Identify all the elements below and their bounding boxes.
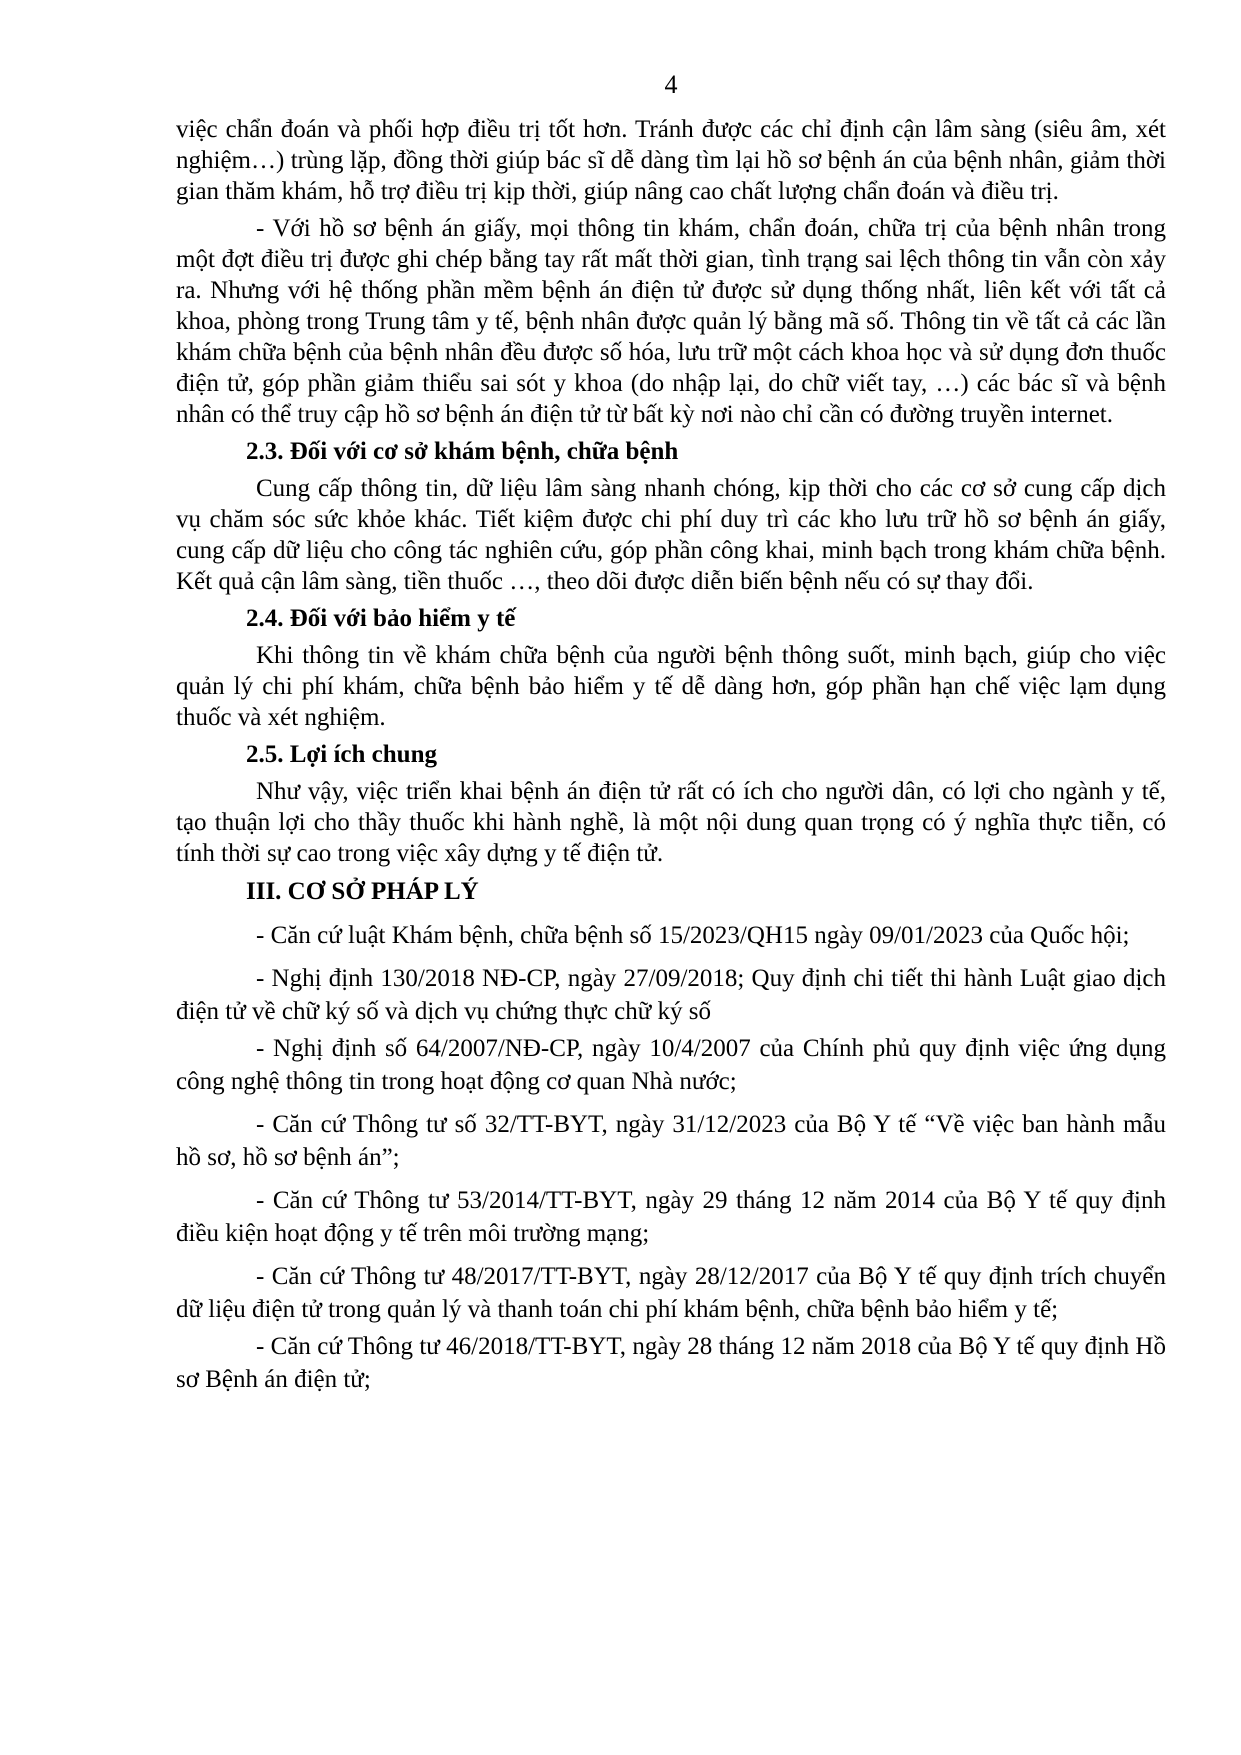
paper-records-paragraph: - Với hồ sơ bệnh án giấy, mọi thông tin khám, chẩn đoán, chữa trị của bệnh nhân trong một đợt điều trị được ghi chép bằng tay rất mất thời gian, tình trạng sai lệch thông tin vẫn còn xảy ra. Nhưng với hệ thống phần mềm bệnh án điện tử được sử dụng thống nhất, liên kết với tất cả khoa, phòng trong Trung tâm y tế, bệnh nhân được quản lý bằng mã số. Thông tin về tất cả các lần khám chữa bệnh của bệnh nhân đều được số hóa, lưu trữ một cách khoa học và sử dụng đơn thuốc điện tử, góp phần giảm thiểu sai sót y khoa (do nhập lại, do chữ viết tay, …) các bác sĩ và bệnh nhân có thể truy cập hồ sơ bệnh án điện tử từ bất kỳ nơi nào chỉ cần có đường truyền internet. xyxy=(176,215,1166,428)
section-2-4-heading: 2.4. Đối với bảo hiểm y tế xyxy=(246,605,516,632)
section-3-heading: III. CƠ SỞ PHÁP LÝ xyxy=(246,878,479,905)
document-page xyxy=(176,70,1166,1406)
page-number: 4 xyxy=(664,70,678,99)
section-3-legal-basis xyxy=(176,875,1166,1396)
section-2-3-heading: 2.3. Đối với cơ sở khám bệnh, chữa bệnh xyxy=(246,438,679,465)
legal-item: - Căn cứ Thông tư 46/2018/TT-BYT, ngày 28 tháng 12 năm 2018 của Bộ Y tế quy định Hồ sơ Bệnh án điện tử; xyxy=(176,1333,1166,1393)
section-2-4-body: Khi thông tin về khám chữa bệnh của người bệnh thông suốt, minh bạch, giúp cho việc quản lý chi phí khám, chữa bệnh bảo hiểm y tế dễ dàng hơn, góp phần hạn chế việc lạm dụng thuốc và xét nghiệm. xyxy=(176,642,1166,731)
section-2-5-body: Như vậy, việc triển khai bệnh án điện tử rất có ích cho người dân, có lợi cho ngành y tế, tạo thuận lợi cho thầy thuốc khi hành nghề, là một nội dung quan trọng có ý nghĩa thực tiễn, có tính thời sự cao trong việc xây dựng y tế điện tử. xyxy=(176,778,1166,867)
section-2-4 xyxy=(176,603,1166,733)
section-2-5-heading: 2.5. Lợi ích chung xyxy=(246,741,437,768)
legal-item: - Căn cứ luật Khám bệnh, chữa bệnh số 15/2023/QH15 ngày 09/01/2023 của Quốc hội; xyxy=(256,922,1130,949)
section-2-5 xyxy=(176,739,1166,869)
legal-item: - Căn cứ Thông tư 53/2014/TT-BYT, ngày 29 tháng 12 năm 2014 của Bộ Y tế quy định điều kiện hoạt động y tế trên môi trường mạng; xyxy=(176,1187,1166,1247)
section-2-3 xyxy=(176,436,1166,597)
legal-item: - Nghị định 130/2018 NĐ-CP, ngày 27/09/2018; Quy định chi tiết thi hành Luật giao dịch điện tử về chữ ký số và dịch vụ chứng thực chữ ký số xyxy=(176,965,1166,1025)
legal-item: - Căn cứ Thông tư 48/2017/TT-BYT, ngày 28/12/2017 của Bộ Y tế quy định trích chuyển dữ liệu điện tử trong quản lý và thanh toán chi phí khám bệnh, chữa bệnh bảo hiểm y tế; xyxy=(176,1263,1166,1323)
legal-item: - Nghị định số 64/2007/NĐ-CP, ngày 10/4/2007 của Chính phủ quy định việc ứng dụng công nghệ thông tin trong hoạt động cơ quan Nhà nước; xyxy=(176,1035,1166,1095)
legal-item: - Căn cứ Thông tư số 32/TT-BYT, ngày 31/12/2023 của Bộ Y tế “Về việc ban hành mẫu hồ sơ, hồ sơ bệnh án”; xyxy=(176,1111,1166,1171)
intro-paragraph: việc chẩn đoán và phối hợp điều trị tốt hơn. Tránh được các chỉ định cận lâm sàng (siêu âm, xét nghiệm…) trùng lặp, đồng thời giúp bác sĩ dễ dàng tìm lại hồ sơ bệnh án của bệnh nhân, giảm thời gian thăm khám, hỗ trợ điều trị kịp thời, giúp nâng cao chất lượng chẩn đoán và điều trị. xyxy=(176,116,1166,205)
section-2-3-body: Cung cấp thông tin, dữ liệu lâm sàng nhanh chóng, kịp thời cho các cơ sở cung cấp dịch vụ chăm sóc sức khỏe khác. Tiết kiệm được chi phí duy trì các kho lưu trữ hồ sơ bệnh án giấy, cung cấp dữ liệu cho công tác nghiên cứu, góp phần công khai, minh bạch trong khám chữa bệnh. Kết quả cận lâm sàng, tiền thuốc …, theo dõi được diễn biến bệnh nếu có sự thay đổi. xyxy=(176,475,1166,595)
